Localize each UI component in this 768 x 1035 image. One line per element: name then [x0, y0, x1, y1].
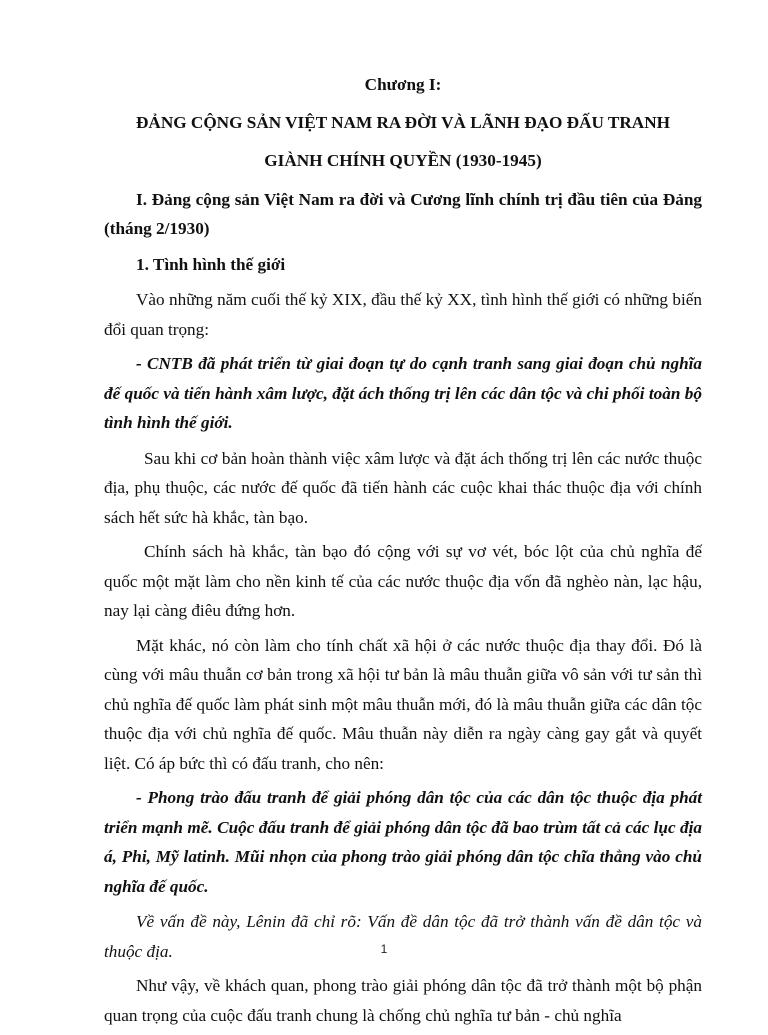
chapter-heading-line-2: GIÀNH CHÍNH QUYỀN (1930-1945) [264, 151, 542, 170]
bold-italic-point-2: - Phong trào đấu tranh để giải phóng dân tộc của các dân tộc thuộc địa phát triển mạnh mẽ. Cuộc đấu tranh để giải phóng dân tộc đã bao trùm tất cả các lục địa á, Phi, Mỹ latinh. Mũi nhọn của phong trào giải phóng dân tộc chĩa thẳng vào chủ nghĩa đế quốc. [104, 788, 702, 896]
chapter-title: Chương I: [364, 75, 442, 94]
bold-italic-point-1: - CNTB đã phát triển từ giai đoạn tự do cạnh tranh sang giai đoạn chủ nghĩa đế quốc và tiến hành xâm lược, đặt ách thống trị lên các dân tộc và chi phối toàn bộ tình hình thế giới. [104, 354, 702, 432]
subsection-heading: 1. Tình hình thế giới [136, 254, 286, 274]
paragraph-1: Vào những năm cuối thế kỷ XIX, đầu thế kỷ XX, tình hình thế giới có những biến đổi quan trọng: [104, 290, 702, 339]
section-heading: I. Đảng cộng sản Việt Nam ra đời và Cương lĩnh chính trị đầu tiên của Đảng (tháng 2/1930) [104, 189, 702, 238]
page-number: 1 [380, 942, 388, 956]
paragraph-4: Mặt khác, nó còn làm cho tính chất xã hội ở các nước thuộc địa thay đổi. Đó là cùng với mâu thuẫn cơ bản trong xã hội tư bản là mâu thuẫn giữa vô sản với tư sản thì chủ nghĩa đế quốc làm phát sinh một mâu thuẫn mới, đó là mâu thuẫn giữa các dân tộc thuộc địa với chủ nghĩa đế quốc. Mâu thuẫn này diễn ra ngày càng gay gắt và quyết liệt. Có áp bức thì có đấu tranh, cho nên: [104, 635, 702, 773]
paragraph-2: Sau khi cơ bản hoàn thành việc xâm lược và đặt ách thống trị lên các nước thuộc địa, phụ thuộc, các nước đế quốc đã tiến hành các cuộc khai thác thuộc địa với chính sách hết sức hà khắc, tàn bạo. [104, 448, 702, 527]
document-page [104, 70, 702, 1035]
paragraph-5: Như vậy, về khách quan, phong trào giải phóng dân tộc đã trở thành một bộ phận quan trọng của cuộc đấu tranh chung là chống chủ nghĩa tư bản - chủ nghĩa [104, 976, 702, 1025]
paragraph-3: Chính sách hà khắc, tàn bạo đó cộng với sự vơ vét, bóc lột của chủ nghĩa đế quốc một mặt làm cho nền kinh tế của các nước thuộc địa vốn đã nghèo nàn, lạc hậu, nay lại càng điêu đứng hơn. [104, 542, 702, 620]
chapter-heading-line-1: ĐẢNG CỘNG SẢN VIỆT NAM RA ĐỜI VÀ LÃNH ĐẠO ĐẤU TRANH [136, 112, 670, 132]
italic-quote: Về vấn đề này, Lênin đã chỉ rõ: Vấn đề dân tộc đã trở thành vấn đề dân tộc và thuộc địa. [104, 912, 702, 961]
